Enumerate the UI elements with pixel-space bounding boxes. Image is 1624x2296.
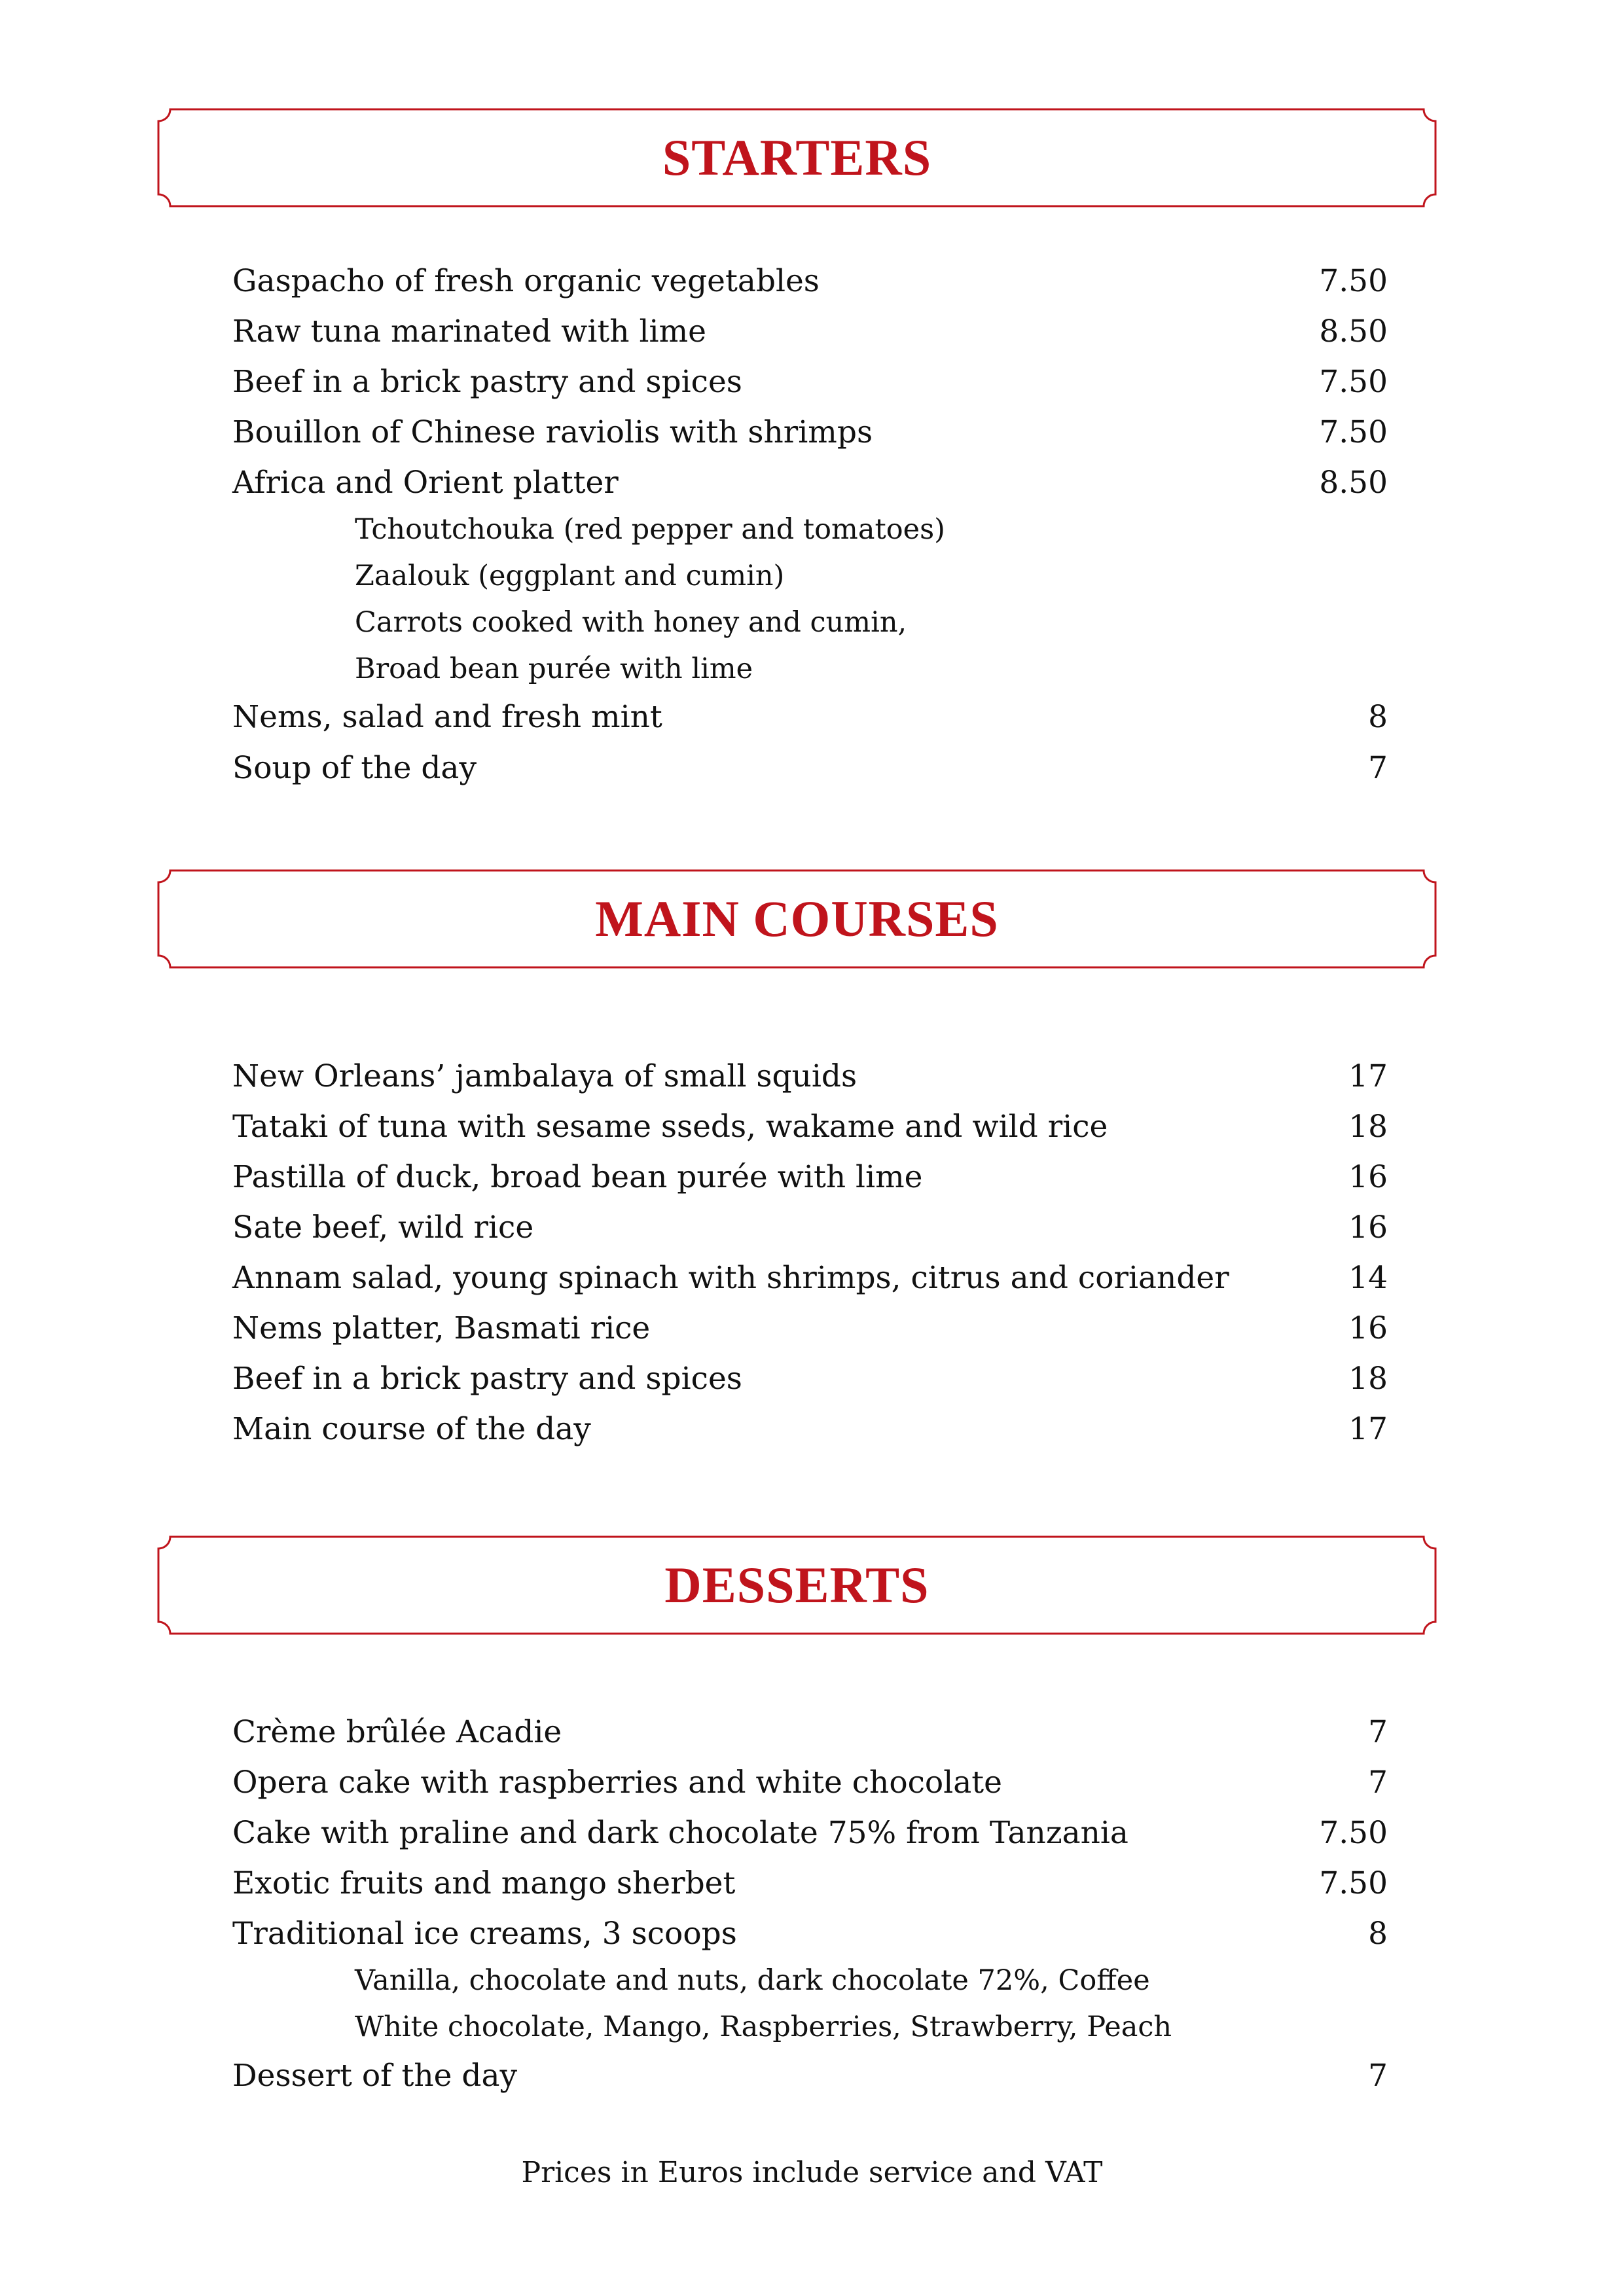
menu-item [232,1304,1388,1354]
item-name: Traditional ice creams, 3 scoops [232,1916,737,1952]
price-note: Prices in Euros include service and VAT [521,2156,1103,2189]
item-price: 8 [1368,699,1388,735]
item-name: Annam salad, young spinach with shrimps, citrus and coriander [232,1260,1229,1296]
item-name: Beef in a brick pastry and spices [232,1361,742,1397]
ice-cream-flavours: Vanilla, chocolate and nuts, dark chocolate 72%, Coffee [355,1964,1150,1997]
item-name: Raw tuna marinated with lime [232,314,706,350]
starters-title: STARTERS [662,129,932,186]
platter-detail: Carrots cooked with honey and cumin, [355,606,907,639]
item-price: 14 [1348,1260,1388,1296]
menu-item [232,1405,1388,1454]
main-courses-banner [157,869,1437,969]
item-name: Bouillon of Chinese raviolis with shrimps [232,414,873,450]
item-price: 18 [1348,1361,1388,1397]
item-price: 7.50 [1319,364,1388,400]
item-name: Main course of the day [232,1411,591,1447]
item-price: 16 [1348,1210,1388,1246]
platter-detail: Broad bean purée with lime [355,653,753,685]
item-price: 7.50 [1319,1865,1388,1901]
item-price: 8.50 [1319,314,1388,350]
item-name: Tataki of tuna with sesame sseds, wakame and wild rice [232,1109,1108,1145]
menu-item [232,1052,1388,1102]
platter-detail: Zaalouk (eggplant and cumin) [355,560,785,592]
menu-item [232,692,1388,742]
item-name: Cake with praline and dark chocolate 75% from Tanzania [232,1815,1128,1851]
item-name: New Orleans’ jambalaya of small squids [232,1058,857,1094]
menu-item [232,307,1388,357]
platter-detail: Tchoutchouka (red pepper and tomatoes) [355,513,945,546]
item-name: Nems platter, Basmati rice [232,1310,651,1346]
item-name: Sate beef, wild rice [232,1210,534,1246]
item-name: Africa and Orient platter [232,465,619,501]
menu-item [232,1102,1388,1152]
menu-item [232,458,1388,508]
item-price: 8.50 [1319,465,1388,501]
item-name: Opera cake with raspberries and white chocolate [232,1765,1002,1801]
item-name: Dessert of the day [232,2058,518,2094]
main-courses-title: MAIN COURSES [595,890,999,947]
item-price: 17 [1348,1411,1388,1447]
item-price: 7 [1368,1714,1388,1750]
item-price: 17 [1348,1058,1388,1094]
menu-item [232,1354,1388,1404]
item-name: Nems, salad and fresh mint [232,699,662,735]
item-name: Crème brûlée Acadie [232,1714,562,1750]
item-price: 16 [1348,1159,1388,1195]
menu-item [232,357,1388,407]
menu-item [232,1808,1388,1858]
menu-item [232,744,1388,793]
menu-item [232,1708,1388,1757]
menu-item [232,1909,1388,1959]
ice-cream-flavours: White chocolate, Mango, Raspberries, Strawberry, Peach [355,2011,1172,2043]
item-name: Beef in a brick pastry and spices [232,364,742,400]
item-price: 16 [1348,1310,1388,1346]
item-price: 7 [1368,1765,1388,1801]
item-price: 7.50 [1319,1815,1388,1851]
menu-item [232,1203,1388,1253]
menu-item [232,1758,1388,1808]
menu-item [232,408,1388,457]
menu-item [232,1253,1388,1303]
item-price: 18 [1348,1109,1388,1145]
item-name: Pastilla of duck, broad bean purée with lime [232,1159,923,1195]
item-name: Soup of the day [232,750,477,786]
menu-item [232,2051,1388,2101]
menu-item [232,1153,1388,1202]
starters-banner [157,108,1437,207]
item-name: Gaspacho of fresh organic vegetables [232,263,820,299]
desserts-title: DESSERTS [664,1556,929,1613]
item-name: Exotic fruits and mango sherbet [232,1865,736,1901]
item-price: 7.50 [1319,263,1388,299]
menu-item [232,1859,1388,1909]
desserts-banner [157,1535,1437,1635]
item-price: 7 [1368,2058,1388,2094]
item-price: 8 [1368,1916,1388,1952]
item-price: 7.50 [1319,414,1388,450]
item-price: 7 [1368,750,1388,786]
menu-item [232,257,1388,306]
